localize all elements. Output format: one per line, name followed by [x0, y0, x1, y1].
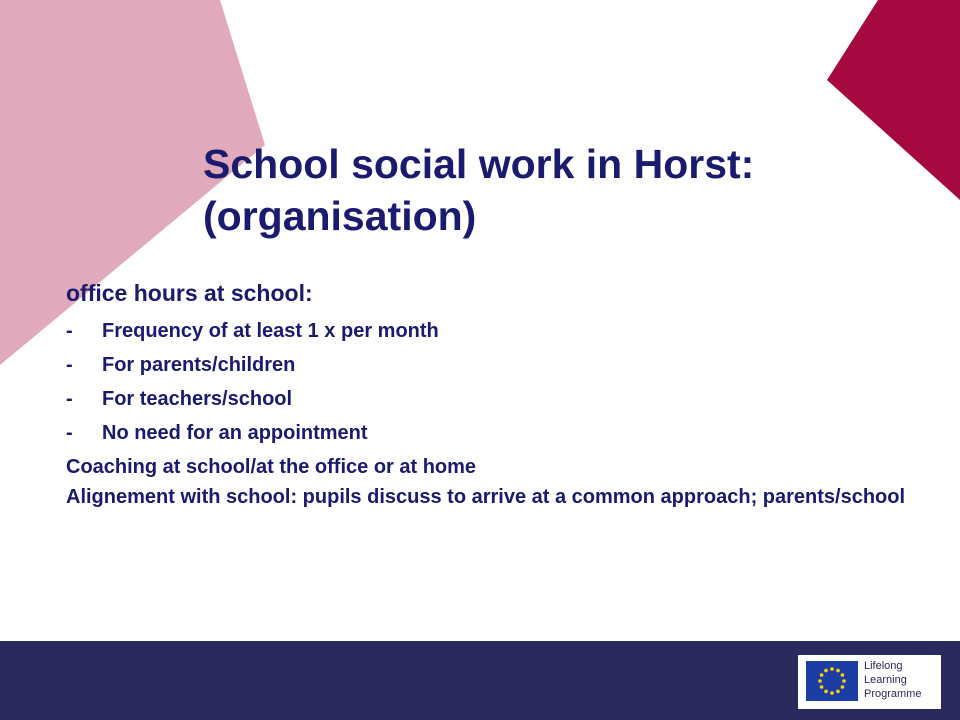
- bullet-dash: -: [66, 354, 73, 376]
- bullet-dash: -: [66, 320, 73, 342]
- logo-line-3: Programme: [864, 688, 922, 700]
- title-line-1: School social work in Horst:: [203, 141, 755, 187]
- bullet-dash: -: [66, 422, 73, 444]
- slide-body: [66, 276, 906, 510]
- bullet-text: For parents/children: [102, 354, 296, 376]
- logo-text: [864, 659, 921, 701]
- bullet-text: No need for an appointment: [102, 422, 368, 444]
- title-line-2: (organisation): [203, 193, 477, 239]
- bullet-item: [66, 416, 906, 450]
- paragraph-alignment: Alignement with school: pupils discuss to arrive at a common approach; parents/school: [66, 486, 906, 508]
- logo-line-1: Lifelong: [864, 660, 903, 672]
- subheading: office hours at school:: [66, 280, 313, 306]
- bullet-text: For teachers/school: [102, 388, 293, 410]
- bullet-item: [66, 348, 906, 382]
- eu-stars-icon: [806, 661, 858, 701]
- bullet-item: [66, 314, 906, 348]
- bullet-item: [66, 382, 906, 416]
- eu-flag-icon: [806, 661, 858, 701]
- lifelong-learning-logo: [798, 655, 941, 709]
- paragraph-coaching: Coaching at school/at the office or at home: [66, 456, 477, 478]
- bullet-text: Frequency of at least 1 x per month: [102, 320, 439, 342]
- logo-line-2: Learning: [864, 674, 907, 686]
- bullet-dash: -: [66, 388, 73, 410]
- slide-title: [203, 138, 903, 242]
